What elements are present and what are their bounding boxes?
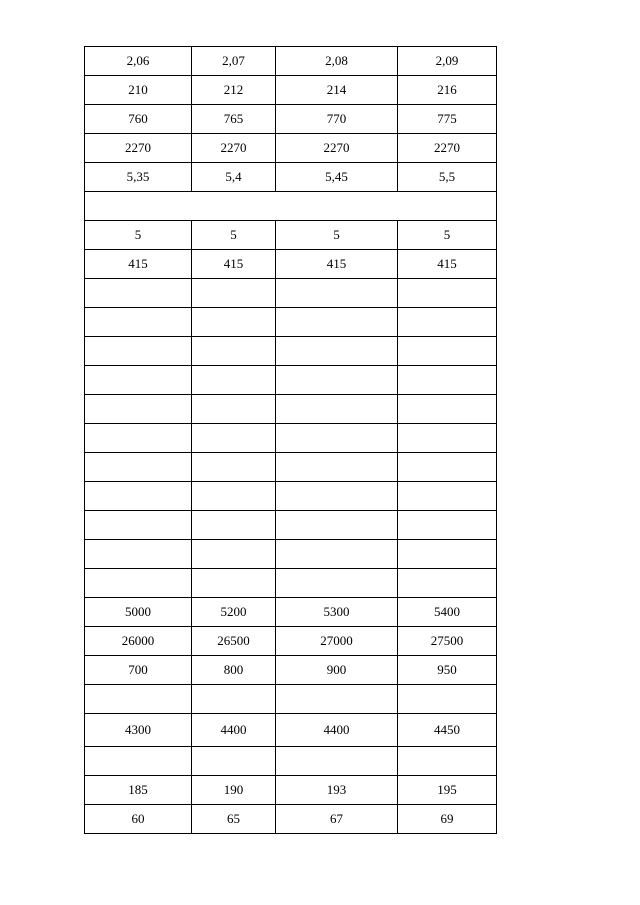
table-cell: 5300 — [276, 598, 398, 627]
table-cell: 2,06 — [85, 47, 192, 76]
table-cell: 415 — [276, 250, 398, 279]
table-cell — [276, 424, 398, 453]
table-row — [85, 134, 497, 163]
table-cell — [85, 279, 192, 308]
table-row — [85, 308, 497, 337]
table-cell: 193 — [276, 776, 398, 805]
table-cell — [398, 279, 497, 308]
table-cell: 60 — [85, 805, 192, 834]
table-row — [85, 221, 497, 250]
table-cell — [398, 337, 497, 366]
table-cell: 5 — [276, 221, 398, 250]
table-cell: 5 — [398, 221, 497, 250]
table-cell — [398, 395, 497, 424]
table-cell: 700 — [85, 656, 192, 685]
table-cell: 210 — [85, 76, 192, 105]
table-cell — [85, 308, 192, 337]
table-cell — [398, 482, 497, 511]
table-row — [85, 569, 497, 598]
table-cell: 5200 — [192, 598, 276, 627]
table-cell: 26000 — [85, 627, 192, 656]
table-cell — [276, 308, 398, 337]
table-cell — [192, 308, 276, 337]
table-row — [85, 685, 497, 714]
table-cell — [192, 366, 276, 395]
table-cell — [276, 279, 398, 308]
table-cell: 27000 — [276, 627, 398, 656]
table-cell — [276, 747, 398, 776]
table-cell: 800 — [192, 656, 276, 685]
table-cell — [85, 424, 192, 453]
table-cell — [85, 395, 192, 424]
table-cell: 5,4 — [192, 163, 276, 192]
table-cell: 5 — [192, 221, 276, 250]
table-cell: 195 — [398, 776, 497, 805]
table-cell: 4400 — [192, 714, 276, 747]
table-cell: 5,45 — [276, 163, 398, 192]
table-cell — [192, 482, 276, 511]
table-cell: 415 — [192, 250, 276, 279]
table-cell: 900 — [276, 656, 398, 685]
table-row — [85, 776, 497, 805]
table-cell: 4300 — [85, 714, 192, 747]
table-cell — [276, 685, 398, 714]
table-cell — [85, 482, 192, 511]
table-row — [85, 714, 497, 747]
table-cell: 765 — [192, 105, 276, 134]
table-row — [85, 453, 497, 482]
table-row — [85, 47, 497, 76]
table-row — [85, 656, 497, 685]
table-cell — [276, 453, 398, 482]
table-cell — [85, 747, 192, 776]
table-cell: 2270 — [85, 134, 192, 163]
table-cell — [85, 685, 192, 714]
table-row — [85, 424, 497, 453]
table-cell: 415 — [398, 250, 497, 279]
table-cell — [85, 366, 192, 395]
table-cell — [192, 569, 276, 598]
table-cell: 5000 — [85, 598, 192, 627]
table-row — [85, 747, 497, 776]
table-row — [85, 482, 497, 511]
table-cell — [192, 540, 276, 569]
table-cell — [192, 424, 276, 453]
table-row — [85, 598, 497, 627]
table-cell: 2,07 — [192, 47, 276, 76]
table-cell: 2,08 — [276, 47, 398, 76]
table-cell: 67 — [276, 805, 398, 834]
table-cell: 212 — [192, 76, 276, 105]
table-cell — [398, 747, 497, 776]
table-cell — [85, 453, 192, 482]
table-cell: 5400 — [398, 598, 497, 627]
table-row — [85, 805, 497, 834]
table-merged-cell — [85, 192, 497, 221]
table-row — [85, 163, 497, 192]
table-cell: 415 — [85, 250, 192, 279]
table-cell — [398, 308, 497, 337]
table-cell: 5 — [85, 221, 192, 250]
table-cell — [398, 540, 497, 569]
table-row — [85, 105, 497, 134]
table-cell — [276, 337, 398, 366]
table-cell — [276, 482, 398, 511]
table-cell — [192, 279, 276, 308]
table-row — [85, 250, 497, 279]
table-cell: 775 — [398, 105, 497, 134]
table-cell — [85, 337, 192, 366]
table-row — [85, 395, 497, 424]
table-cell: 2270 — [276, 134, 398, 163]
table-cell: 4450 — [398, 714, 497, 747]
table-cell — [192, 337, 276, 366]
table-row — [85, 279, 497, 308]
table-cell — [85, 540, 192, 569]
table-cell: 950 — [398, 656, 497, 685]
table-body — [85, 47, 497, 834]
table-row — [85, 627, 497, 656]
table-cell: 2270 — [398, 134, 497, 163]
table-cell — [85, 511, 192, 540]
table-cell — [192, 395, 276, 424]
table-cell: 190 — [192, 776, 276, 805]
table-cell — [276, 540, 398, 569]
data-table — [84, 46, 497, 834]
table-cell — [85, 569, 192, 598]
table-cell: 185 — [85, 776, 192, 805]
table-cell: 760 — [85, 105, 192, 134]
table-cell — [192, 747, 276, 776]
table-cell — [276, 366, 398, 395]
table-cell — [192, 685, 276, 714]
table-cell — [192, 453, 276, 482]
table-cell — [276, 569, 398, 598]
table-row — [85, 511, 497, 540]
table-cell: 4400 — [276, 714, 398, 747]
table-row — [85, 337, 497, 366]
table-cell: 27500 — [398, 627, 497, 656]
table-cell: 216 — [398, 76, 497, 105]
table-cell — [276, 511, 398, 540]
table-cell — [398, 569, 497, 598]
table-cell — [398, 424, 497, 453]
table-row — [85, 366, 497, 395]
table-cell: 69 — [398, 805, 497, 834]
table-cell: 2270 — [192, 134, 276, 163]
table-row — [85, 540, 497, 569]
table-cell — [192, 511, 276, 540]
table-row — [85, 76, 497, 105]
table-cell: 65 — [192, 805, 276, 834]
table-cell — [398, 453, 497, 482]
table-cell: 214 — [276, 76, 398, 105]
table-cell: 5,5 — [398, 163, 497, 192]
table-cell: 26500 — [192, 627, 276, 656]
table-cell: 770 — [276, 105, 398, 134]
table-cell — [398, 685, 497, 714]
table-cell — [398, 366, 497, 395]
table-cell — [398, 511, 497, 540]
table-cell: 2,09 — [398, 47, 497, 76]
table-cell — [276, 395, 398, 424]
table-row — [85, 192, 497, 221]
table-cell: 5,35 — [85, 163, 192, 192]
